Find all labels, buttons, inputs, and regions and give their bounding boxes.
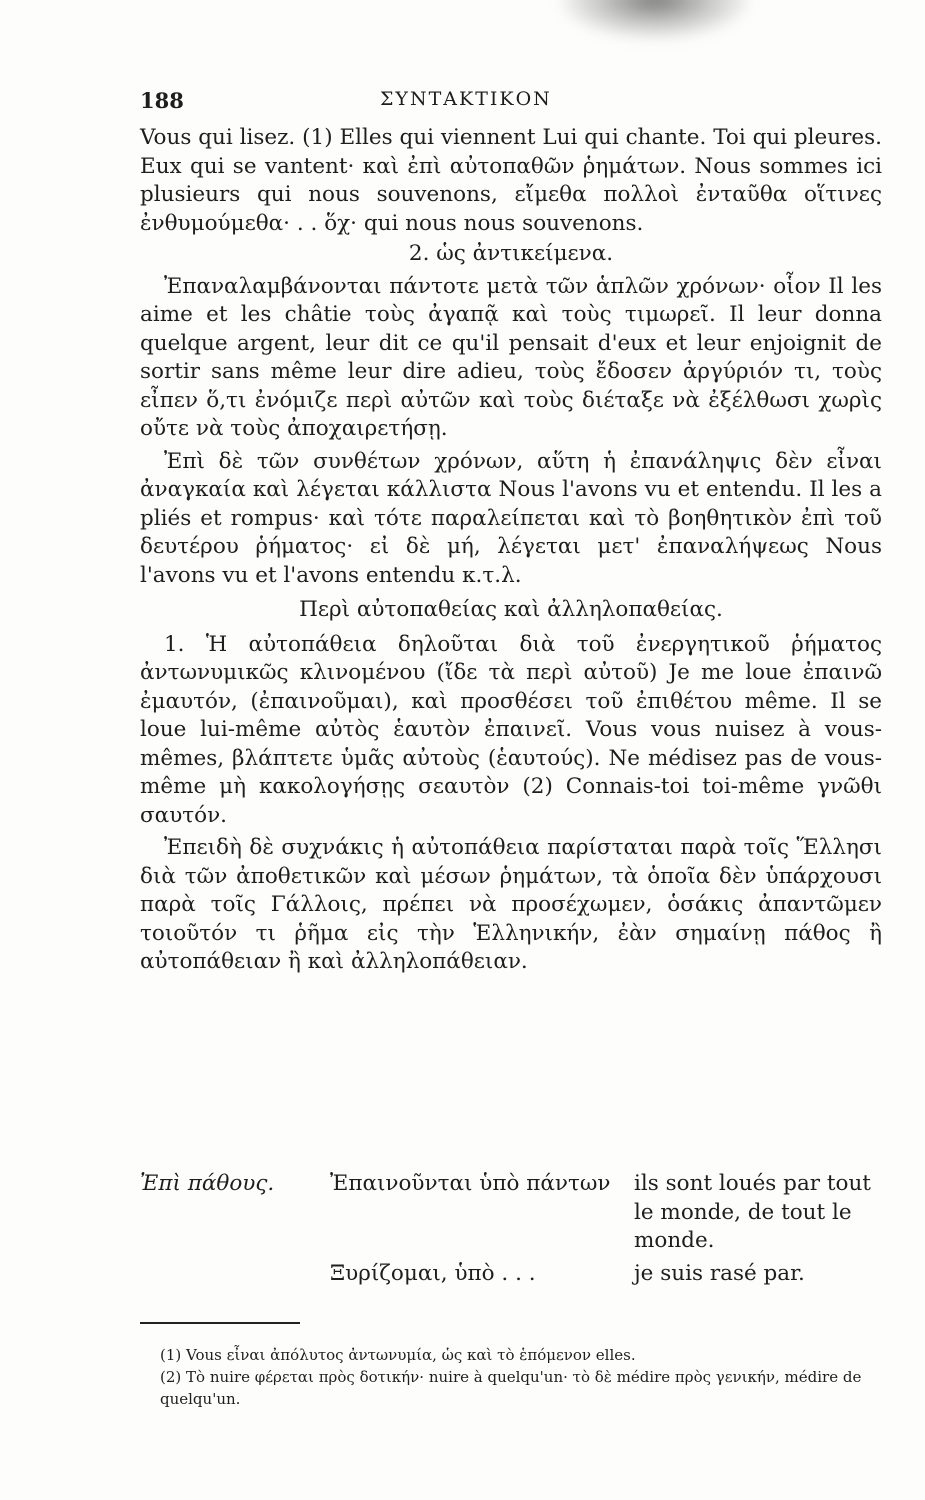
ink-smudge [560,0,750,40]
main-text [140,124,882,977]
example-greek-1: Ἐπαινοῦνται ὑπὸ πάντων [330,1171,611,1196]
paragraph-1: Vous qui lisez. (1) Elles qui viennent Lui qui chante. Toi qui pleures. Eux qui se vantent· καὶ ἐπὶ αὐτοπαθῶν ῥημάτων. Nous sommes ici plusieurs qui nous souvenons, εἴμεθα πολλοὶ ἐνταῦθα οἵτινες ἐνθυμούμεθα· . . ὅχ· qui nous nous souvenons. [140,125,882,236]
example-french-1: ils sont loués par tout le monde, de tout le monde. [634,1171,871,1253]
example-row-2 [140,1260,882,1290]
examples-block [140,1170,882,1290]
examples-label: Ἐπὶ πάθους. [140,1171,275,1196]
paragraph-2: Ἐπαναλαμβάνονται πάντοτε μετὰ τῶν ἁπλῶν χρόνων· οἷον Il les aime et les châtie τοὺς ἀγαπᾷ καὶ τοὺς τιμωρεῖ. Il leur donna quelque argent, leur dit ce qu'il pensait d'eux et leur enjoignit de sortir sans même leur dire adieu, τοὺς ἔδοσεν ἀργύριόν τι, τοὺς εἶπεν ὅ,τι ἐνόμιζε περὶ αὐτῶν καὶ τοὺς διέταξε νὰ ἐξέλθωσι χωρὶς οὔτε νὰ τοὺς ἀποχαιρετήσῃ. [140,273,882,441]
page-number: 188 [140,88,184,113]
footnote-rule [140,1322,300,1324]
footnote-1: (1) Vous εἶναι ἀπόλυτος ἀντωνυμία, ὡς καὶ τὸ ἑπόμενον elles. [160,1346,636,1364]
paragraph-4: 1. Ἡ αὐτοπάθεια δηλοῦται διὰ τοῦ ἐνεργητικοῦ ῥήματος ἀντωνυμικῶς κλινομένου (ἴδε τὰ περὶ αὐτοῦ) Je me loue ἐπαινῶ ἐμαυτόν, (ἐπαινοῦμαι), καὶ προσθέσει τοῦ ἐπιθέτου même. Il se loue lui-même αὐτὸς ἑαυτὸν ἐπαινεῖ. Vous vous nuisez à vous-mêmes, βλάπτετε ὑμᾶς αὐτοὺς (ἑαυτούς). Ne médisez pas de vous- même μὴ κακολογήσῃς σεαυτὸν (2) Connais-toi toi-même γνῶθι σαυτόν. [140,631,882,828]
footnote-2: (2) Tὸ nuire φέρεται πρὸς δοτικήν· nuire à quelqu'un· τὸ δὲ médire πρὸς γενικήν, médire de quelqu'un. [160,1368,862,1408]
footnotes [160,1344,880,1410]
running-head: ΣΥΝΤΑΚΤΙΚΟΝ [380,88,552,110]
paragraph-3: Ἐπὶ δὲ τῶν συνθέτων χρόνων, αὕτη ἡ ἐπανάληψις δὲν εἶναι ἀναγκαία καὶ λέγεται κάλλιστα Nous l'avons vu et entendu. Il les a pliés et rompus· καὶ τότε παραλείπεται καὶ τὸ βοηθητικὸν ἐπὶ τοῦ δευτέρου ῥήματος· εἰ δὲ μή, λέγεται μετ' ἐπαναλήψεως Nous l'avons vu et l'avons entendu κ.τ.λ. [140,448,882,588]
example-row-1 [140,1170,882,1260]
example-greek-2: Ξυρίζομαι, ὑπὸ . . . [330,1261,536,1286]
subheading-2: 2. ὡς ἀντικείμενα. [408,241,614,266]
paragraph-5: Ἐπειδὴ δὲ συχνάκις ἡ αὐτοπάθεια παρίσταται παρὰ τοῖς Ἕλλησι διὰ τῶν ἀποθετικῶν καὶ μέσων ῥημάτων, τὰ ὁποῖα δὲν ὑπάρχουσι παρὰ τοῖς Γάλλοις, πρέπει νὰ προσέχωμεν, ὁσάκις ἀπαντῶμεν τοιοῦτόν τι ῥῆμα εἰς τὴν Ἑλληνικήν, ἐὰν σημαίνῃ πάθος ἢ αὐτοπάθειαν ἢ καὶ ἀλληλοπάθειαν. [140,835,882,974]
example-french-2: je suis rasé par. [634,1261,805,1286]
page-header [140,88,880,118]
section-heading: Περὶ αὐτοπαθείας καὶ ἀλληλοπαθείας. [299,597,723,622]
